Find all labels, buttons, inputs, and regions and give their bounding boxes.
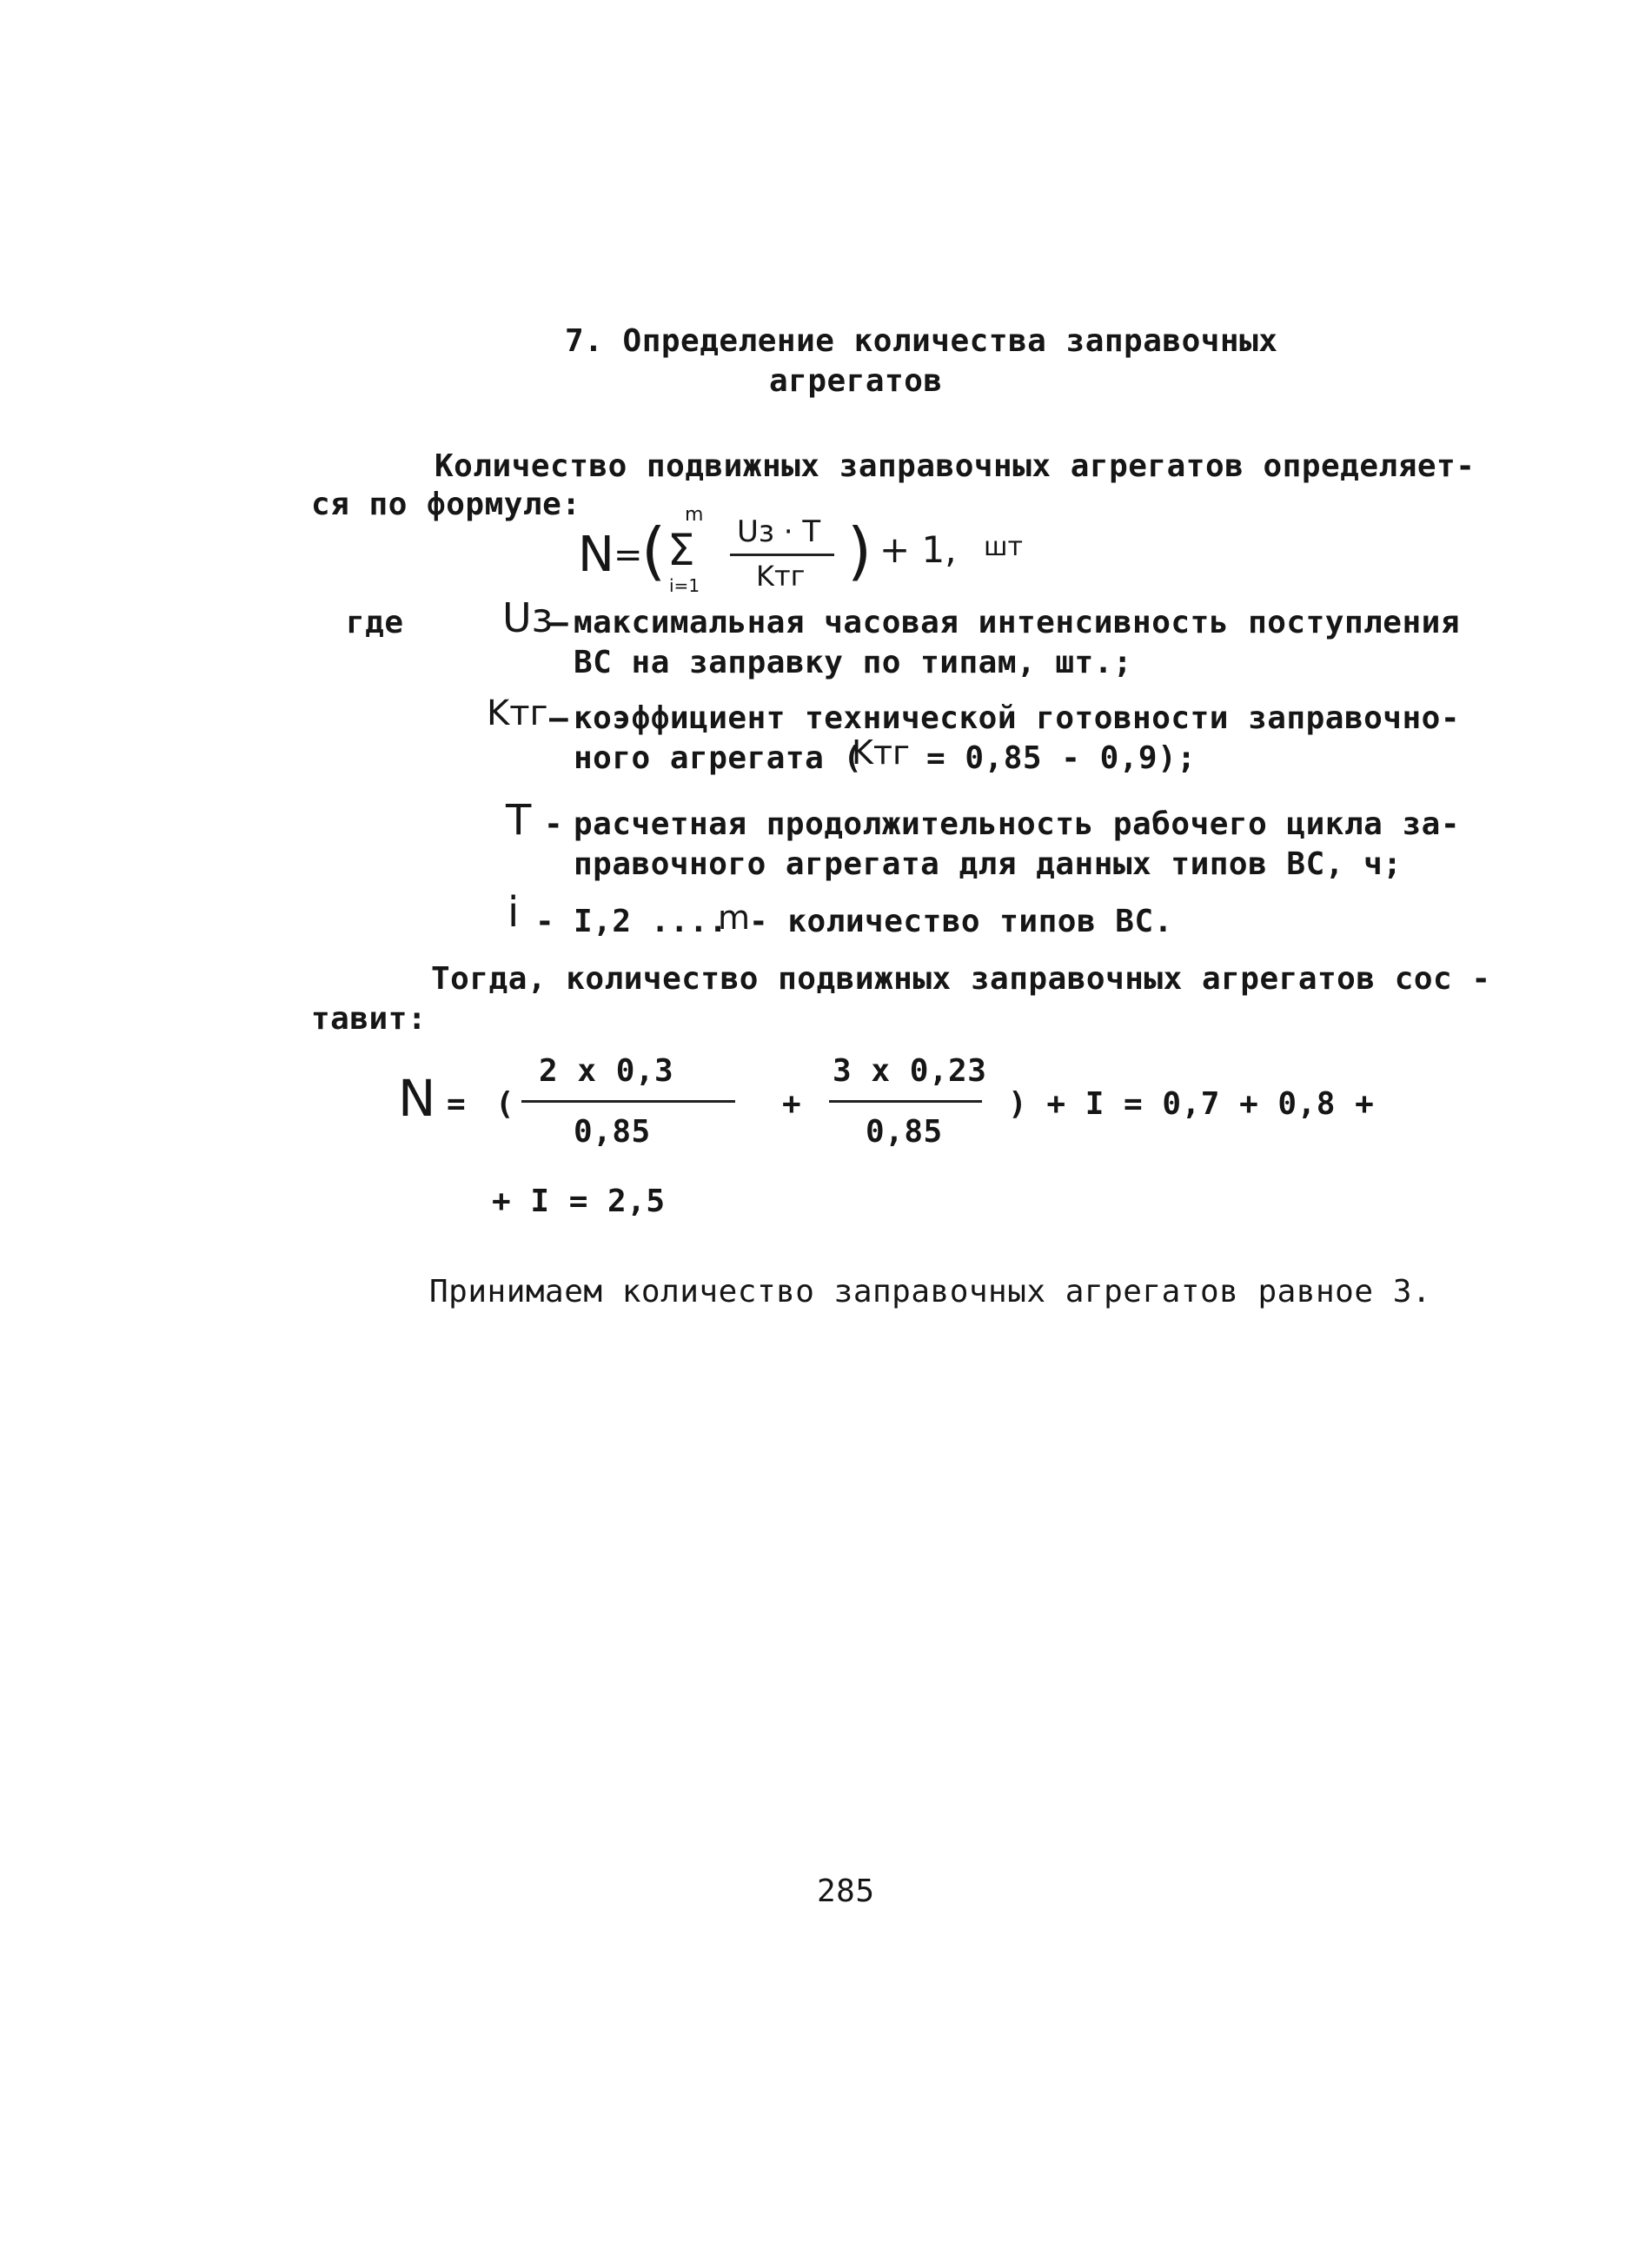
formula-sigma: Σ bbox=[667, 525, 695, 575]
formula-close-paren: ) bbox=[847, 514, 872, 587]
conclusion: Принимаем количество заправочных агрегатов равное 3. bbox=[429, 1274, 1432, 1310]
calc-frac2-denominator: 0,85 bbox=[866, 1114, 943, 1150]
definition-t-line1: расчетная продолжительность рабочего цикла за- bbox=[574, 806, 1460, 842]
where-label: где bbox=[346, 605, 404, 640]
calc-frac1-denominator: 0,85 bbox=[574, 1114, 651, 1150]
definition-i-line1a: I,2 .... bbox=[574, 904, 728, 939]
calc-frac2-line bbox=[829, 1100, 982, 1103]
definition-uz-symbol bbox=[502, 594, 553, 641]
calc-open-paren: ( bbox=[495, 1086, 515, 1122]
definition-ktg-line1: коэффициент технической готовности заправочно- bbox=[574, 700, 1460, 736]
formula-denominator: Kтг bbox=[756, 560, 806, 593]
formula-equals: = bbox=[614, 535, 643, 575]
section-title-line1: 7. Определение количества заправочных bbox=[565, 323, 1278, 359]
section-title-line2: агрегатов bbox=[769, 363, 943, 399]
calc-tail: ) + I = 0,7 + 0,8 + bbox=[1008, 1086, 1375, 1122]
calc-plus: + bbox=[782, 1086, 802, 1122]
formula-sigma-upper: m bbox=[685, 504, 704, 526]
definition-t-symbol: T bbox=[506, 796, 532, 845]
intro-line2: ся по формуле: bbox=[311, 487, 581, 522]
definition-uz-dash: – bbox=[549, 605, 569, 640]
calc-frac2-numerator: 3 x 0,23 bbox=[833, 1053, 987, 1089]
definition-t-dash: - bbox=[544, 806, 564, 842]
definition-i-line1b: - количество типов ВС. bbox=[749, 904, 1173, 939]
then-line2: тавит: bbox=[311, 1001, 428, 1037]
page-number: 285 bbox=[817, 1873, 875, 1909]
calc-frac1-line bbox=[521, 1100, 735, 1103]
then-line1: Тогда, количество подвижных заправочных агрегатов сос - bbox=[431, 961, 1491, 997]
calc-N: N bbox=[398, 1069, 436, 1128]
formula-numerator: Uз · T bbox=[737, 514, 821, 549]
formula-unit: шт bbox=[984, 532, 1023, 562]
calc-result: + I = 2,5 bbox=[492, 1184, 666, 1219]
formula-fraction-line bbox=[730, 554, 834, 556]
formula-open-paren: ( bbox=[641, 514, 667, 587]
definition-ktg-inline-symbol: Kтг bbox=[852, 733, 911, 772]
formula-sigma-lower: i=1 bbox=[669, 575, 700, 596]
definition-i-symbol: i bbox=[508, 888, 520, 937]
definition-ktg-line2a: ного агрегата ( bbox=[574, 740, 863, 776]
calc-frac1-numerator: 2 x 0,3 bbox=[539, 1053, 674, 1089]
definition-ktg-dash: – bbox=[549, 700, 569, 736]
intro-line1: Количество подвижных заправочных агрегатов определяет- bbox=[435, 448, 1476, 484]
definition-i-dash: - bbox=[535, 904, 555, 939]
formula-plus-one: + 1, bbox=[879, 528, 957, 571]
formula-N: N bbox=[578, 527, 614, 583]
definition-t-line2: правочного агрегата для данных типов ВС, ч; bbox=[574, 846, 1403, 882]
definition-ktg-symbol: Kтг bbox=[487, 693, 548, 733]
calc-equals: = bbox=[447, 1086, 467, 1122]
definition-uz-line2: ВС на заправку по типам, шт.; bbox=[574, 645, 1133, 680]
definition-ktg-line2b: = 0,85 - 0,9); bbox=[926, 740, 1197, 776]
uz-symbol-text: Uз bbox=[502, 594, 554, 641]
definition-uz-line1: максимальная часовая интенсивность поступления bbox=[574, 605, 1460, 640]
definition-i-m: m bbox=[718, 899, 751, 937]
